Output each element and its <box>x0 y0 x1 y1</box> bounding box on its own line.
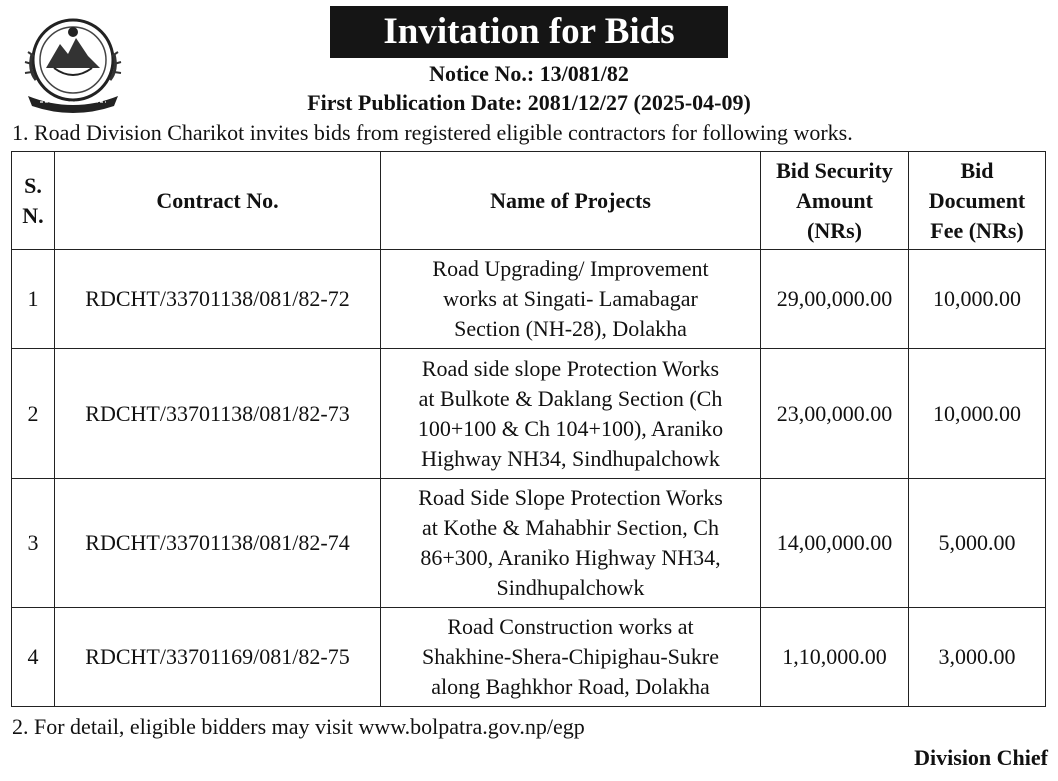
cell-contract-no: RDCHT/33701138/081/82-73 <box>55 349 381 479</box>
notice-number: Notice No.: 13/081/82 <box>429 61 629 86</box>
cell-sn: 3 <box>12 479 55 608</box>
cell-bid-security: 29,00,000.00 <box>761 250 909 349</box>
cell-contract-no: RDCHT/33701169/081/82-75 <box>55 608 381 707</box>
cell-contract-no: RDCHT/33701138/081/82-74 <box>55 479 381 608</box>
publication-date: First Publication Date: 2081/12/27 (2025-04-09) <box>307 90 751 115</box>
header-project-name: Name of Projects <box>381 152 761 250</box>
cell-project-name: Road Side Slope Protection Works at Kothe & Mahabhir Section, Ch 86+300, Araniko Highway NH34, Sindhupalchowk <box>381 479 761 608</box>
table-row <box>12 250 1046 349</box>
table-header-row <box>12 152 1046 250</box>
cell-project-name: Road side slope Protection Works at Bulkote & Daklang Section (Ch 100+100 & Ch 104+100), Araniko Highway NH34, Sindhupalchowk <box>381 349 761 479</box>
header-document-fee: Bid Document Fee (NRs) <box>909 152 1046 250</box>
cell-bid-security: 1,10,000.00 <box>761 608 909 707</box>
cell-sn: 4 <box>12 608 55 707</box>
bids-table <box>11 151 1046 707</box>
table-row <box>12 349 1046 479</box>
table-row <box>12 479 1046 608</box>
cell-bid-security: 14,00,000.00 <box>761 479 909 608</box>
cell-contract-no: RDCHT/33701138/081/82-72 <box>55 250 381 349</box>
header-sn: S. N. <box>12 152 55 250</box>
detail-paragraph: 2. For detail, eligible bidders may visit www.bolpatra.gov.np/egp <box>12 714 585 739</box>
cell-project-name: Road Upgrading/ Improvement works at Singati- Lamabagar Section (NH-28), Dolakha <box>381 250 761 349</box>
cell-bid-security: 23,00,000.00 <box>761 349 909 479</box>
cell-sn: 1 <box>12 250 55 349</box>
page-title: Invitation for Bids <box>330 6 728 58</box>
cell-document-fee: 10,000.00 <box>909 250 1046 349</box>
cell-document-fee: 5,000.00 <box>909 479 1046 608</box>
intro-paragraph: 1. Road Division Charikot invites bids from registered eligible contractors for following works. <box>12 120 853 145</box>
cell-document-fee: 3,000.00 <box>909 608 1046 707</box>
header-contract-no: Contract No. <box>55 152 381 250</box>
table-row <box>12 608 1046 707</box>
signatory: Division Chief <box>914 745 1048 770</box>
cell-project-name: Road Construction works at Shakhine-Shera-Chipighau-Sukre along Baghkhor Road, Dolakha <box>381 608 761 707</box>
header-bid-security: Bid Security Amount (NRs) <box>761 152 909 250</box>
cell-document-fee: 10,000.00 <box>909 349 1046 479</box>
cell-sn: 2 <box>12 349 55 479</box>
